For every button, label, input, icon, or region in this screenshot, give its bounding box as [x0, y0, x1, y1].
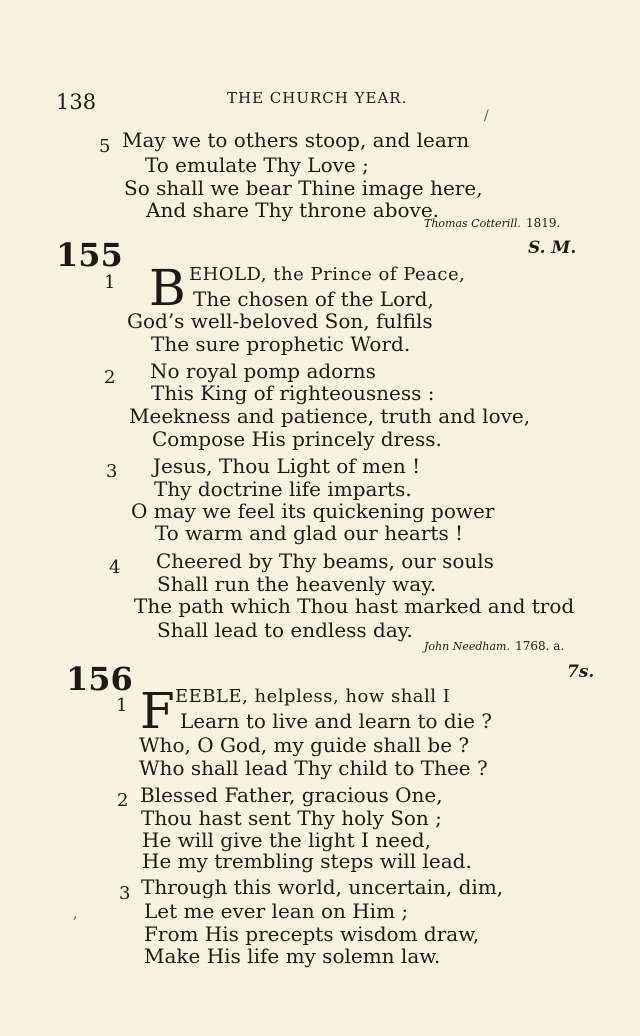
hymn-meter: 7s. — [567, 662, 595, 682]
verse-line: Blessed Father, gracious One, — [140, 783, 443, 807]
attribution-year: 1819. — [525, 216, 561, 230]
verse-line: O may we feel its quickening power — [131, 499, 495, 523]
verse-line: May we to others stoop, and learn — [122, 128, 470, 152]
verse-line: Learn to live and learn to die ? — [180, 709, 493, 733]
author-name: John Needham. — [424, 640, 510, 653]
hymn-number: 156 — [66, 660, 133, 698]
verse-line: From His precepts wisdom draw, — [144, 922, 480, 946]
verse-line: Meekness and patience, truth and love, — [129, 404, 531, 428]
verse-line: Make His life my solemn law. — [144, 944, 441, 968]
verse-line: Who, O God, my guide shall be ? — [139, 733, 470, 757]
verse-line: He will give the light I need, — [142, 828, 431, 852]
verse-line: Cheered by Thy beams, our souls — [156, 549, 494, 573]
verse-line: The path which Thou hast marked and trod — [134, 594, 575, 618]
author-name: Thomas Cotterill. — [424, 217, 521, 230]
page-number: 138 — [56, 90, 97, 114]
verse-line: Thou hast sent Thy holy Son ; — [141, 806, 442, 830]
verse-number: 3 — [119, 883, 131, 904]
attribution-year: 1768. a. — [515, 639, 565, 653]
verse-line: EHOLD, the Prince of Peace, — [189, 264, 466, 285]
verse-line: The sure prophetic Word. — [151, 332, 411, 356]
hymn-meter: S. M. — [528, 238, 577, 258]
verse-line: He my trembling steps will lead. — [142, 849, 472, 873]
verse-number: 2 — [117, 790, 129, 811]
drop-cap: B — [149, 259, 186, 317]
verse-line: EEBLE, helpless, how shall I — [175, 686, 451, 707]
verse-line: Shall run the heavenly way. — [157, 572, 437, 596]
verse-number: 4 — [109, 557, 121, 578]
verse-number: 3 — [106, 461, 118, 482]
verse-line: Let me ever lean on Him ; — [144, 899, 409, 923]
verse-line: Through this world, uncertain, dim, — [141, 875, 504, 899]
verse-line: Jesus, Thou Light of men ! — [153, 454, 421, 478]
verse-line: To emulate Thy Love ; — [145, 153, 369, 177]
verse-line: To warm and glad our hearts ! — [155, 521, 464, 545]
verse-number: 5 — [99, 136, 111, 157]
verse-line: This King of righteousness : — [151, 381, 435, 405]
running-title: THE CHURCH YEAR. — [227, 89, 408, 107]
attribution — [424, 212, 560, 231]
verse-line: No royal pomp adorns — [150, 359, 376, 383]
verse-number: 1 — [116, 695, 128, 716]
drop-cap: F — [140, 682, 175, 740]
verse-line: Shall lead to endless day. — [157, 618, 413, 642]
verse-line: So shall we bear Thine image here, — [124, 176, 483, 200]
stray-mark: , — [73, 906, 78, 922]
verse-line: Thy doctrine life imparts. — [154, 477, 412, 501]
verse-line: And share Thy throne above. — [146, 198, 440, 222]
verse-line: God’s well-beloved Son, fulfils — [127, 309, 433, 333]
verse-line: Compose His princely dress. — [152, 427, 442, 451]
verse-line: The chosen of the Lord, — [193, 287, 434, 311]
attribution — [424, 635, 564, 654]
hymn-number: 155 — [56, 236, 123, 274]
stray-mark: / — [484, 108, 489, 124]
verse-number: 2 — [104, 367, 116, 388]
verse-line: Who shall lead Thy child to Thee ? — [139, 756, 488, 780]
verse-number: 1 — [104, 272, 116, 293]
